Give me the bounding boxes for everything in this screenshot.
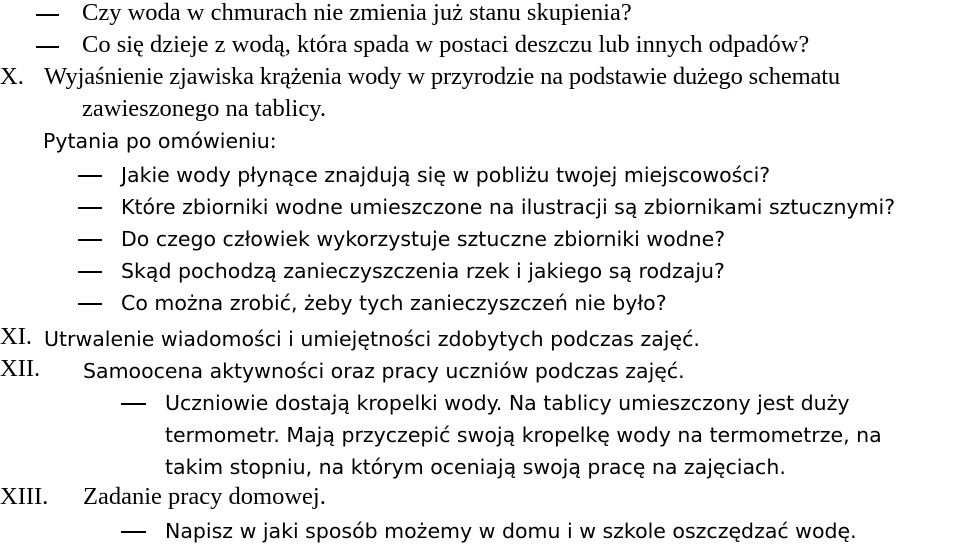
paragraph-line: Uczniowie dostają kropelki wody. Na tablicy umieszczony jest duży (165, 391, 850, 415)
section-number: XII. (0, 355, 41, 382)
bullet-dash (121, 531, 146, 533)
bullet-dash (78, 239, 102, 241)
question-line: Do czego człowiek wykorzystuje sztuczne zbiorniki wodne? (121, 227, 726, 251)
bullet-dash (36, 46, 59, 48)
section-number: X. (0, 63, 24, 90)
question-line: Co można zrobić, żeby tych zanieczyszczeń nie było? (121, 291, 667, 315)
bullet-dash (78, 271, 102, 273)
bullet-dash (121, 403, 146, 405)
homework-line: Napisz w jaki sposób możemy w domu i w szkole oszczędzać wodę. (165, 519, 857, 543)
section-number: XI. (0, 323, 32, 350)
question-line: Co się dzieje z wodą, która spada w postaci deszczu lub innych odpadów? (82, 31, 810, 58)
section-heading: Samoocena aktywności oraz pracy uczniów podczas zajęć. (83, 359, 685, 383)
question-line: Skąd pochodzą zanieczyszczenia rzek i jakiego są rodzaju? (121, 259, 725, 283)
question-line: Czy woda w chmurach nie zmienia już stanu skupienia? (82, 0, 632, 26)
paragraph-line: takim stopniu, na którym oceniają swoją pracę na zajęciach. (165, 455, 786, 479)
bullet-dash (78, 303, 102, 305)
question-line: Które zbiorniki wodne umieszczone na ilustracji są zbiornikami sztucznymi? (121, 195, 896, 219)
section-heading: Zadanie pracy domowej. (83, 483, 326, 510)
question-line: Jakie wody płynące znajdują się w pobliżu twojej miejscowości? (121, 163, 771, 187)
section-number: XIII. (0, 483, 49, 510)
bullet-dash (78, 207, 102, 209)
paragraph-line: termometr. Mają przyczepić swoją kropelkę wody na termometrze, na (165, 423, 882, 447)
section-heading: Utrwalenie wiadomości i umiejętności zdobytych podczas zajęć. (44, 327, 700, 351)
section-heading-cont: zawieszonego na tablicy. (82, 95, 326, 122)
bullet-dash (36, 14, 59, 16)
section-heading: Wyjaśnienie zjawiska krążenia wody w przyrodzie na podstawie dużego schematu (44, 63, 840, 90)
bullet-dash (78, 175, 102, 177)
questions-heading: Pytania po omówieniu: (43, 129, 277, 153)
